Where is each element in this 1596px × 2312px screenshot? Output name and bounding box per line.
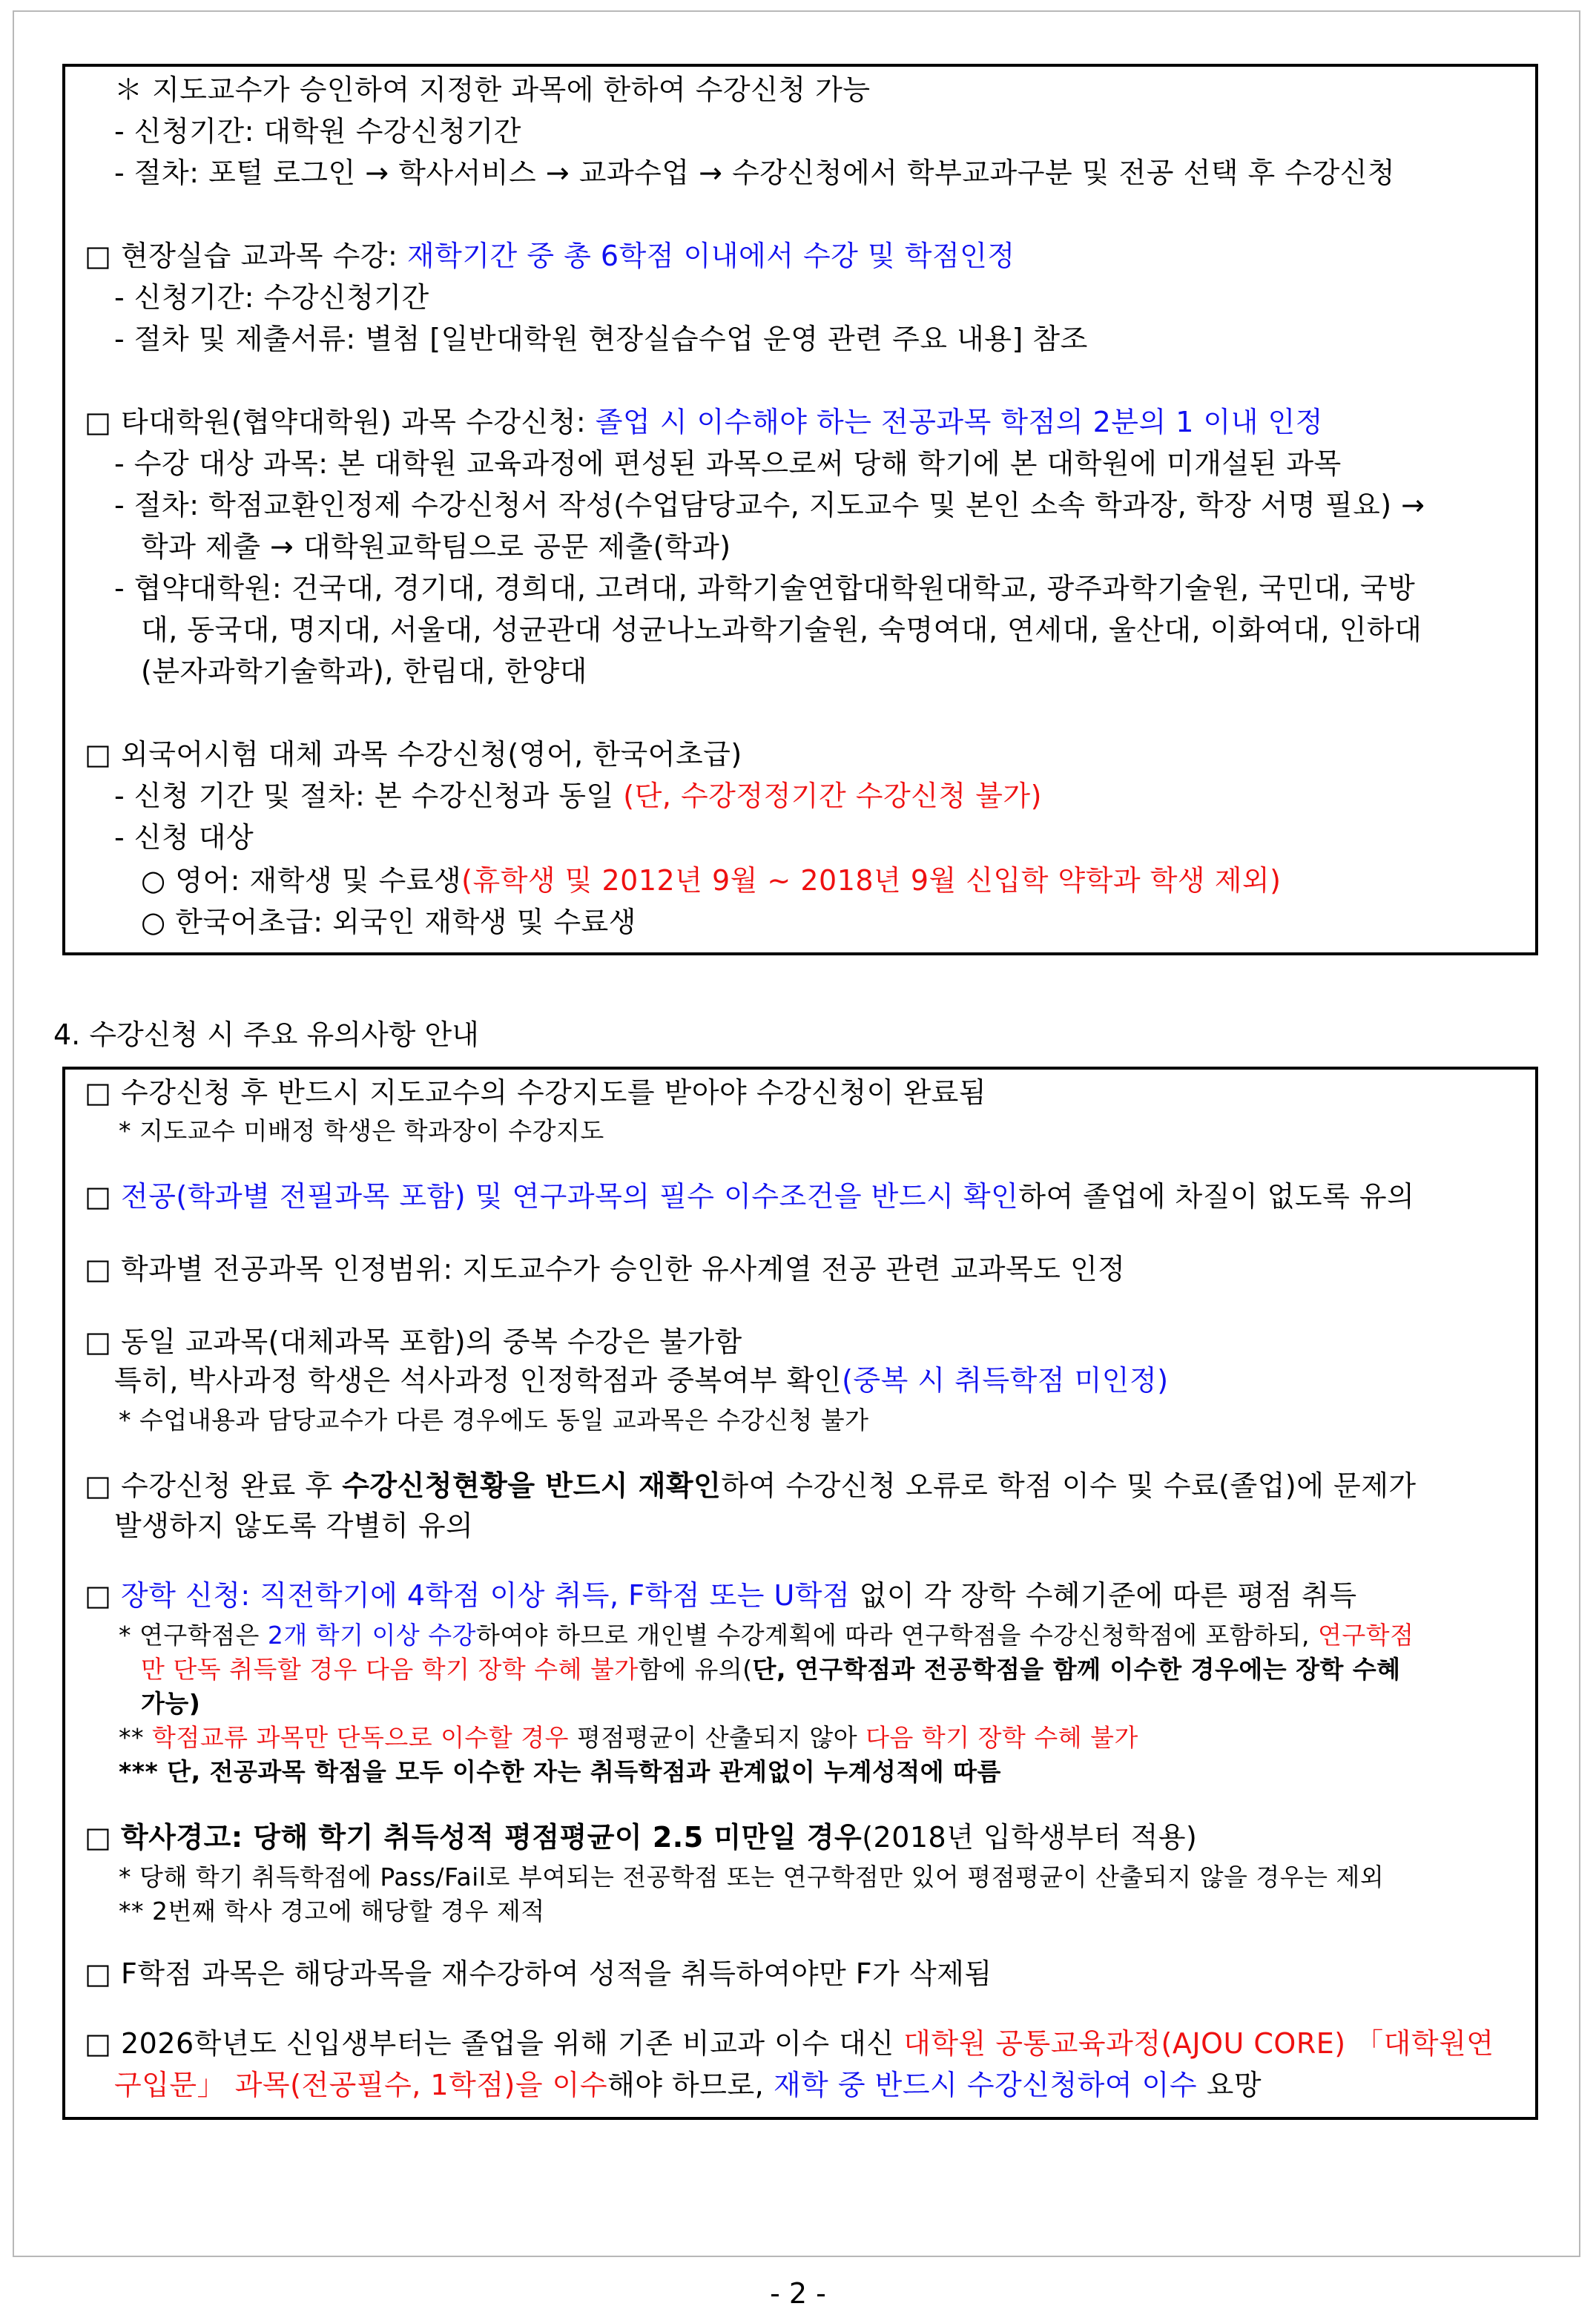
reconfirm-registration-cont: 발생하지 않도록 각별히 유의 bbox=[114, 1509, 474, 1542]
korean-target: ○ 한국어초급: 외국인 재학생 및 수료생 bbox=[141, 906, 636, 938]
f-grade-item: □ F학점 과목은 해당과목을 재수강하여 성적을 취득하여야만 F가 삭제됨 bbox=[85, 1957, 992, 1990]
language-substitute-heading: □ 외국어시험 대체 과목 수강신청(영어, 한국어초급) bbox=[85, 738, 742, 771]
page-number: - 2 - bbox=[770, 2277, 826, 2310]
language-substitute-procedure: - 신청 기간 및 절차: 본 수강신청과 동일 (단, 수강정정기간 수강신청 불가) bbox=[114, 780, 1042, 812]
research-credit-note-cont: 만 단독 취득할 경우 다음 학기 장학 수혜 불가함에 유의(단, 연구학점과 전공학점을 함께 이수한 경우에는 장학 수혜 bbox=[141, 1655, 1401, 1684]
advisor-guidance-item: □ 수강신청 후 반드시 지도교수의 수강지도를 받아야 수강신청이 완료됨 bbox=[85, 1076, 987, 1109]
duplicate-course-note: * 수업내용과 담당교수가 다른 경우에도 동일 교과목은 수강신청 불가 bbox=[119, 1406, 869, 1435]
other-grad-school-heading: □ 타대학원(협약대학원) 과목 수강신청: 졸업 시 이수해야 하는 전공과목 학점의 2분의 1 이내 인정 bbox=[85, 406, 1323, 438]
partner-universities-cont2: (분자과학기술학과), 한림대, 한양대 bbox=[141, 655, 587, 688]
other-grad-procedure-cont: 학과 제출 → 대학원교학팀으로 공문 제출(학과) bbox=[141, 530, 731, 563]
academic-warning-note: * 당해 학기 취득학점에 Pass/Fail로 부여되는 전공학점 또는 연구학점만 있어 평점평균이 산출되지 않을 경우는 제외 bbox=[119, 1863, 1385, 1891]
english-target: ○ 영어: 재학생 및 수료생(휴학생 및 2012년 9월 ~ 2018년 9월 신입학 약학과 학생 제외) bbox=[141, 864, 1282, 897]
research-credit-note-cont2: 가능) bbox=[141, 1689, 201, 1718]
partner-universities-cont: 대, 동국대, 명지대, 서울대, 성균관대 성균나노과학기술원, 숙명여대, 연세대, 울산대, 이화여대, 인하대 bbox=[141, 613, 1422, 646]
exchange-credit-note: ** 학점교류 과목만 단독으로 이수할 경우 평점평균이 산출되지 않아 다음 학기 장학 수혜 불가 bbox=[119, 1723, 1138, 1752]
ajou-core-item: □ 2026학년도 신입생부터는 졸업을 위해 기존 비교과 이수 대신 대학원 공통교육과정(AJOU CORE) 「대학원연 bbox=[85, 2027, 1494, 2060]
undergrad-application-period: - 신청기간: 대학원 수강신청기간 bbox=[114, 115, 521, 148]
field-practice-heading: □ 현장실습 교과목 수강: 재학기간 중 총 6학점 이내에서 수강 및 학점인정 bbox=[85, 240, 1015, 272]
field-practice-procedure: - 절차 및 제출서류: 별첨 [일반대학원 현장실습수업 운영 관련 주요 내용] 참조 bbox=[114, 323, 1088, 355]
major-scope-item: □ 학과별 전공과목 인정범위: 지도교수가 승인한 유사계열 전공 관련 교과목도 인정 bbox=[85, 1253, 1126, 1285]
research-credit-note: * 연구학점은 2개 학기 이상 수강하여야 하므로 개인별 수강계획에 따라 연구학점을 수강신청학점에 포함하되, 연구학점 bbox=[119, 1621, 1414, 1650]
reconfirm-registration-item: □ 수강신청 완료 후 수강신청현황을 반드시 재확인하여 수강신청 오류로 학점 이수 및 수료(졸업)에 문제가 bbox=[85, 1469, 1417, 1502]
field-practice-period: - 신청기간: 수강신청기간 bbox=[114, 281, 429, 314]
cumulative-grade-note: *** 단, 전공과목 학점을 모두 이수한 자는 취득학점과 관계없이 누계성적에 따름 bbox=[119, 1757, 1001, 1786]
other-grad-target-courses: - 수강 대상 과목: 본 대학원 교육과정에 편성된 과목으로써 당해 학기에 본 대학원에 미개설된 과목 bbox=[114, 447, 1342, 480]
section-title: 4. 수강신청 시 주요 유의사항 안내 bbox=[53, 1018, 479, 1051]
info-box-course-registration bbox=[62, 64, 1538, 955]
ajou-core-item-cont: 구입문」 과목(전공필수, 1학점)을 이수해야 하므로, 재학 중 반드시 수강신청하여 이수 요망 bbox=[114, 2069, 1262, 2101]
major-requirement-item: □ 전공(학과별 전필과목 포함) 및 연구과목의 필수 이수조건을 반드시 확인하여 졸업에 차질이 없도록 유의 bbox=[85, 1180, 1415, 1213]
partner-universities: - 협약대학원: 건국대, 경기대, 경희대, 고려대, 과학기술연합대학원대학교, 광주과학기술원, 국민대, 국방 bbox=[114, 572, 1416, 605]
notice-box-precautions bbox=[62, 1067, 1538, 2120]
scholarship-item: □ 장학 신청: 직전학기에 4학점 이상 취득, F학점 또는 U학점 없이 각 장학 수혜기준에 따른 평점 취득 bbox=[85, 1579, 1357, 1612]
language-substitute-target: - 신청 대상 bbox=[114, 821, 254, 854]
undergrad-procedure: - 절차: 포털 로그인 → 학사서비스 → 교과수업 → 수강신청에서 학부교과구분 및 전공 선택 후 수강신청 bbox=[114, 157, 1396, 189]
advisor-guidance-note: * 지도교수 미배정 학생은 학과장이 수강지도 bbox=[119, 1116, 604, 1145]
note-advisor-approval: ＊ 지도교수가 승인하여 지정한 과목에 한하여 수강신청 가능 bbox=[114, 73, 871, 106]
other-grad-procedure: - 절차: 학점교환인정제 수강신청서 작성(수업담당교수, 지도교수 및 본인 소속 학과장, 학장 서명 필요) → bbox=[114, 489, 1425, 521]
doctoral-duplicate-check: 특히, 박사과정 학생은 석사과정 인정학점과 중복여부 확인(중복 시 취득학점 미인정) bbox=[114, 1364, 1169, 1397]
academic-warning-dismissal: ** 2번째 학사 경고에 해당할 경우 제적 bbox=[119, 1897, 545, 1926]
academic-warning-item: □ 학사경고: 당해 학기 취득성적 평점평균이 2.5 미만일 경우(2018년 입학생부터 적용) bbox=[85, 1821, 1198, 1854]
duplicate-course-item: □ 동일 교과목(대체과목 포함)의 중복 수강은 불가함 bbox=[85, 1325, 742, 1358]
